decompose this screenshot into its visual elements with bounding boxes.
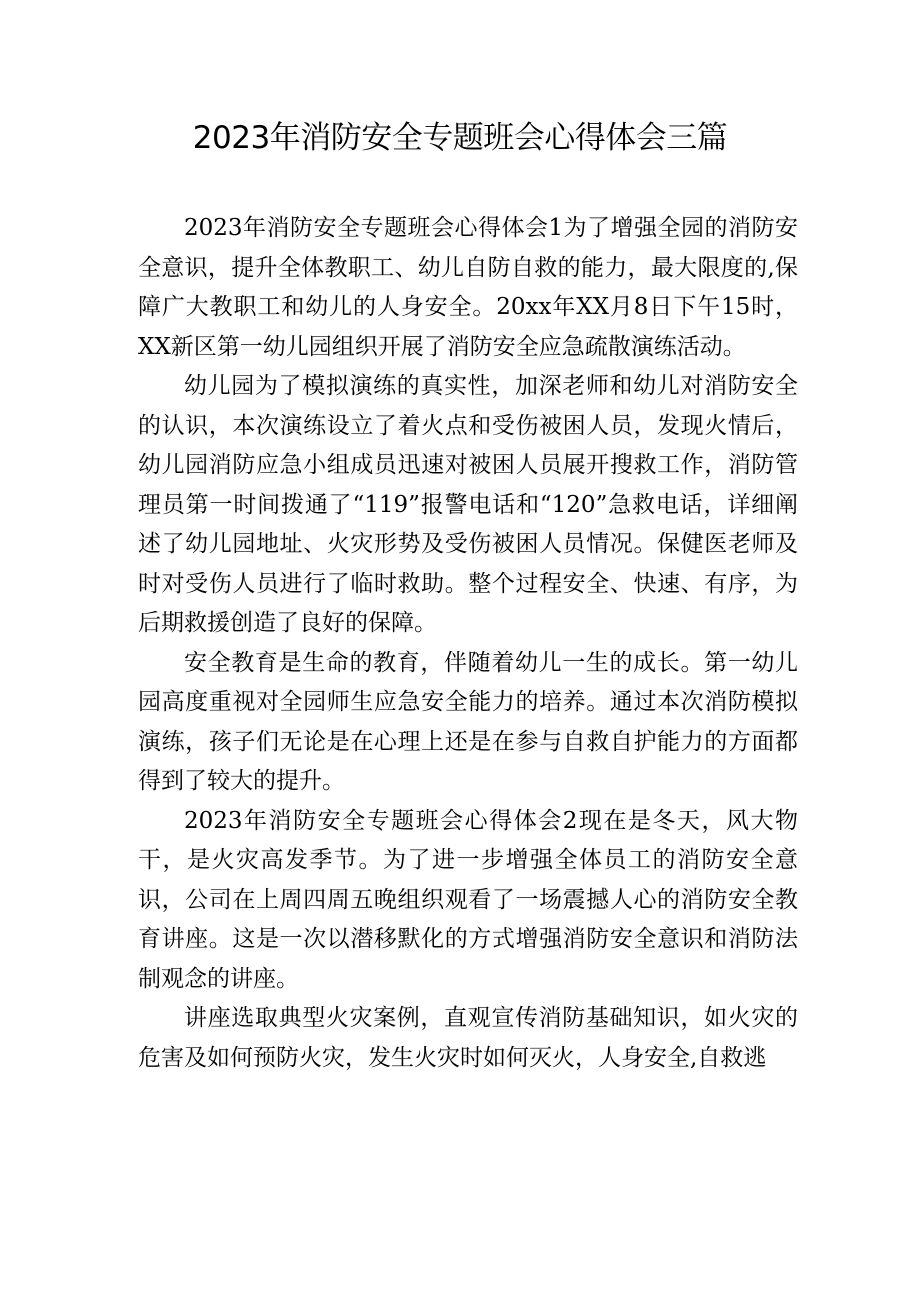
paragraph: 2023年消防安全专题班会心得体会1为了增强全园的消防安全意识，提升全体教职工、幼儿自防自救的能力，最大限度的,保障广大教职工和幼儿的人身安全。20xx年XX月8日下午15时，XX新区第一幼儿园组织开展了消防安全应急疏散演练活动。 [138, 215, 798, 360]
paragraph: 讲座选取典型火灾案例，直观宣传消防基础知识，如火灾的危害及如何预防火灾，发生火灾时如何灭火，人身安全,自救逃 [138, 1005, 798, 1071]
paragraph: 2023年消防安全专题班会心得体会2现在是冬天，风大物干，是火灾高发季节。为了进一步增强全体员工的消防安全意识，公司在上周四周五晚组织观看了一场震撼人心的消防安全教育讲座。这是一次以潜移默化的方式增强消防安全意识和消防法制观念的讲座。 [138, 807, 798, 992]
paragraph: 幼儿园为了模拟演练的真实性，加深老师和幼儿对消防安全的认识，本次演练设立了着火点和受伤被困人员，发现火情后，幼儿园消防应急小组成员迅速对被困人员展开搜救工作，消防管理员第一时间拨通了“119”报警电话和“120”急救电话，详细阐述了幼儿园地址、火灾形势及受伤被困人员情况。保健医老师及时对受伤人员进行了临时救助。整个过程安全、快速、有序，为后期救援创造了良好的保障。 [138, 373, 798, 636]
paragraph: 安全教育是生命的教育，伴随着幼儿一生的成长。第一幼儿园高度重视对全园师生应急安全能力的培养。通过本次消防模拟演练，孩子们无论是在心理上还是在参与自救自护能力的方面都得到了较大的提升。 [138, 649, 798, 794]
document-title: 2023年消防安全专题班会心得体会三篇 [192, 120, 728, 156]
document-body [138, 209, 798, 1078]
